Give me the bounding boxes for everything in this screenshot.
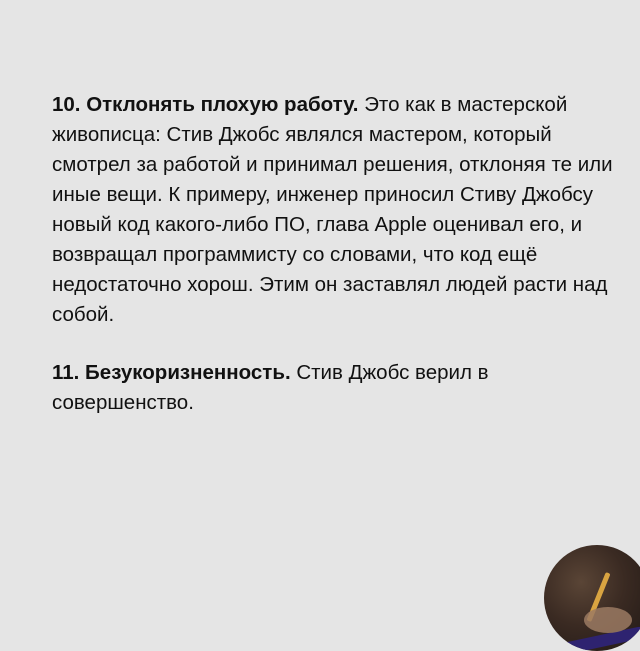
hand-shape xyxy=(584,607,632,633)
paragraph-text: Это как в мастерской живописца: Стив Джобс являлся мастером, который смотрел за работой и принимал решения, отклоняя те или иные вещи. К примеру, инженер приносил Стиву Джобсу новый код какого-либо ПО, глава Apple оценивал его, и возвращал программисту со словами, что код ещё недостаточно хорош. Этим он заставлял людей расти над собой. xyxy=(52,93,613,326)
paragraph-heading: 11. Безукоризненность. xyxy=(52,361,291,384)
paragraph-heading: 10. Отклонять плохую работу. xyxy=(52,93,359,116)
article-body xyxy=(52,90,622,446)
writing-hand-photo xyxy=(544,545,640,651)
paragraph-perfection xyxy=(52,358,622,418)
paragraph-reject-bad-work xyxy=(52,90,622,330)
paragraph-text: Стив Джобс верил в совершенство. xyxy=(52,361,489,414)
